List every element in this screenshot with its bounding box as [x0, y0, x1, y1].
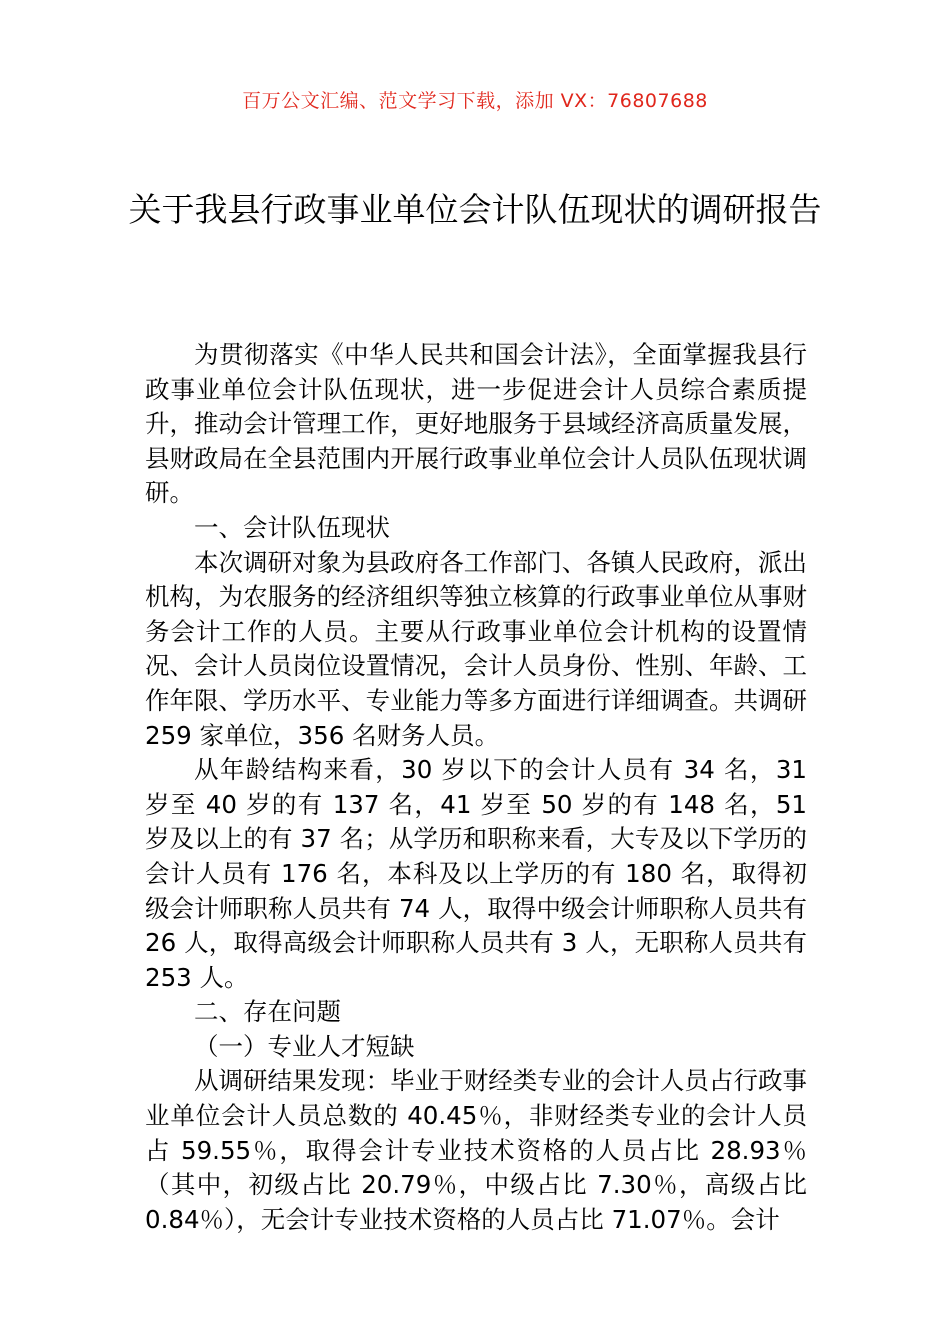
- paragraph-intro: 为贯彻落实《中华人民共和国会计法》，全面掌握我县行政事业单位会计队伍现状，进一步促进会计人员综合素质提升，推动会计管理工作，更好地服务于县域经济高质量发展，县财政局在全县范围内开展行政事业单位会计人员队伍现状调研。: [145, 340, 807, 508]
- section-heading-1: 一、会计队伍现状: [194, 512, 390, 542]
- subsection-heading-1: （一）专业人才短缺: [194, 1031, 415, 1061]
- document-body: [145, 338, 807, 1237]
- paragraph-talent-shortage: 从调研结果发现：毕业于财经类专业的会计人员占行政事业单位会计人员总数的 40.45％，非财经类专业的会计人员占 59.55％，取得会计专业技术资格的人员占比 28.93％（其中，初级占比 20.79％，中级占比 7.30％，高级占比 0.84％），无会计专业技术资格的人员占比 71.07％。会计: [145, 1066, 807, 1234]
- document-title: 关于我县行政事业单位会计队伍现状的调研报告: [128, 190, 822, 229]
- header-watermark-note: 百万公文汇编、范文学习下载，添加 VX：76807688: [242, 90, 708, 112]
- paragraph-survey-scope: 本次调研对象为县政府各工作部门、各镇人民政府，派出机构，为农服务的经济组织等独立核算的行政事业单位从事财务会计工作的人员。主要从行政事业单位会计机构的设置情况、会计人员岗位设置情况，会计人员身份、性别、年龄、工作年限、学历水平、专业能力等多方面进行详细调查。共调研 259 家单位，356 名财务人员。: [145, 547, 807, 750]
- section-heading-2: 二、存在问题: [194, 997, 341, 1027]
- paragraph-age-education: 从年龄结构来看，30 岁以下的会计人员有 34 名，31 岁至 40 岁的有 137 名，41 岁至 50 岁的有 148 名，51 岁及以上的有 37 名；从学历和职称来看，大专及以下学历的会计人员有 176 名，本科及以上学历的有 180 名，取得初级会计师职称人员共有 74 人，取得中级会计师职称人员共有 26 人，取得高级会计师职称人员共有 3 人，无职称人员共有 253 人。: [145, 755, 807, 992]
